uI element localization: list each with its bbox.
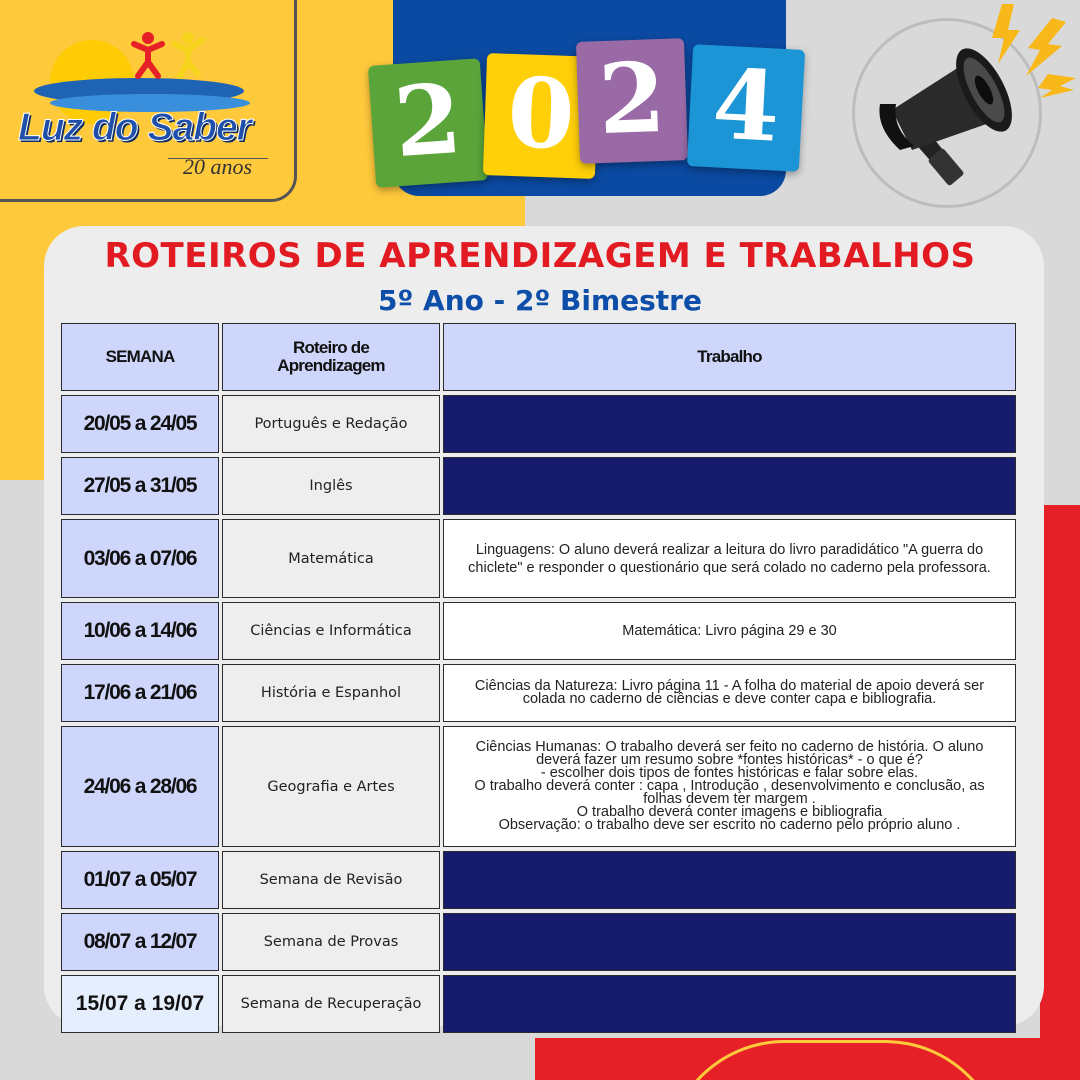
table-cell-roteiro: Português e Redação: [222, 395, 440, 453]
table-cell-semana: 17/06 a 21/06: [61, 664, 219, 722]
year-digit: 4: [687, 44, 805, 172]
table-cell-roteiro: Inglês: [222, 457, 440, 515]
trabalho-line: Observação: o trabalho deve ser escrito no caderno pelo próprio aluno .: [498, 817, 961, 833]
table-cell-semana: 27/05 a 31/05: [61, 457, 219, 515]
table-cell-semana: 20/05 a 24/05: [61, 395, 219, 453]
column-header-semana: SEMANA: [61, 323, 219, 391]
table-cell-semana: 10/06 a 14/06: [61, 602, 219, 660]
page-subtitle: 5º Ano - 2º Bimestre: [378, 284, 702, 317]
table-cell-semana: 01/07 a 05/07: [61, 851, 219, 909]
table-cell-roteiro: Semana de Provas: [222, 913, 440, 971]
trabalho-line: Ciências Humanas: O trabalho deverá ser feito no caderno de história. O aluno deverá fazer um resumo sobre *fontes históricas* - o que é?: [475, 739, 984, 768]
logo-title: Luz do Saber: [18, 106, 251, 149]
trabalho-line: O trabalho deverá conter : capa , Introdução , desenvolvimento e conclusão, as folhas devem ter margem .: [474, 778, 985, 807]
table-cell-trabalho-empty: [443, 457, 1016, 515]
background-red-stripe: [1040, 505, 1080, 1080]
megaphone-icon: [852, 0, 1080, 210]
table-cell-trabalho: Linguagens: O aluno deverá realizar a leitura do livro paradidático "A guerra do chiclete" e responder o questionário que será colado no caderno pela professora.: [443, 519, 1016, 598]
table-cell-roteiro: Matemática: [222, 519, 440, 598]
table-cell-semana: 24/06 a 28/06: [61, 726, 219, 847]
table-cell-trabalho: Matemática: Livro página 29 e 30: [443, 602, 1016, 660]
lightning-icon: [992, 4, 1076, 98]
table-cell-trabalho-empty: [443, 975, 1016, 1033]
child-figure-icon: [130, 30, 220, 80]
trabalho-line: - escolher dois tipos de fontes históricas e falar sobre elas.: [540, 765, 919, 781]
table-cell-trabalho-empty: [443, 395, 1016, 453]
table-cell-roteiro: Ciências e Informática: [222, 602, 440, 660]
year-digit: 0: [483, 53, 599, 179]
table-cell-roteiro: Semana de Recuperação: [222, 975, 440, 1033]
column-header-trabalho: Trabalho: [443, 323, 1016, 391]
year-digit: 2: [576, 38, 688, 164]
table-cell-roteiro: História e Espanhol: [222, 664, 440, 722]
table-cell-semana: 15/07 a 19/07: [61, 975, 219, 1033]
table-cell-roteiro: Geografia e Artes: [222, 726, 440, 847]
table-cell-roteiro: Semana de Revisão: [222, 851, 440, 909]
table-cell-trabalho: [443, 726, 1016, 847]
table-cell-trabalho: Ciências da Natureza: Livro página 11 - A folha do material de apoio deverá ser colada no caderno de ciências e deve conter capa e bibliografia.: [443, 664, 1016, 722]
table-cell-semana: 08/07 a 12/07: [61, 913, 219, 971]
table-cell-semana: 03/06 a 07/06: [61, 519, 219, 598]
trabalho-line: O trabalho deverá conter imagens e bibliografia: [576, 804, 883, 820]
year-digit: 2: [368, 58, 488, 188]
table-cell-trabalho-empty: [443, 851, 1016, 909]
logo-tagline: 20 anos: [183, 154, 253, 179]
table-cell-trabalho-empty: [443, 913, 1016, 971]
page-title: ROTEIROS DE APRENDIZAGEM E TRABALHOS: [104, 236, 976, 276]
column-header-roteiro: Roteiro de Aprendizagem: [222, 323, 440, 391]
